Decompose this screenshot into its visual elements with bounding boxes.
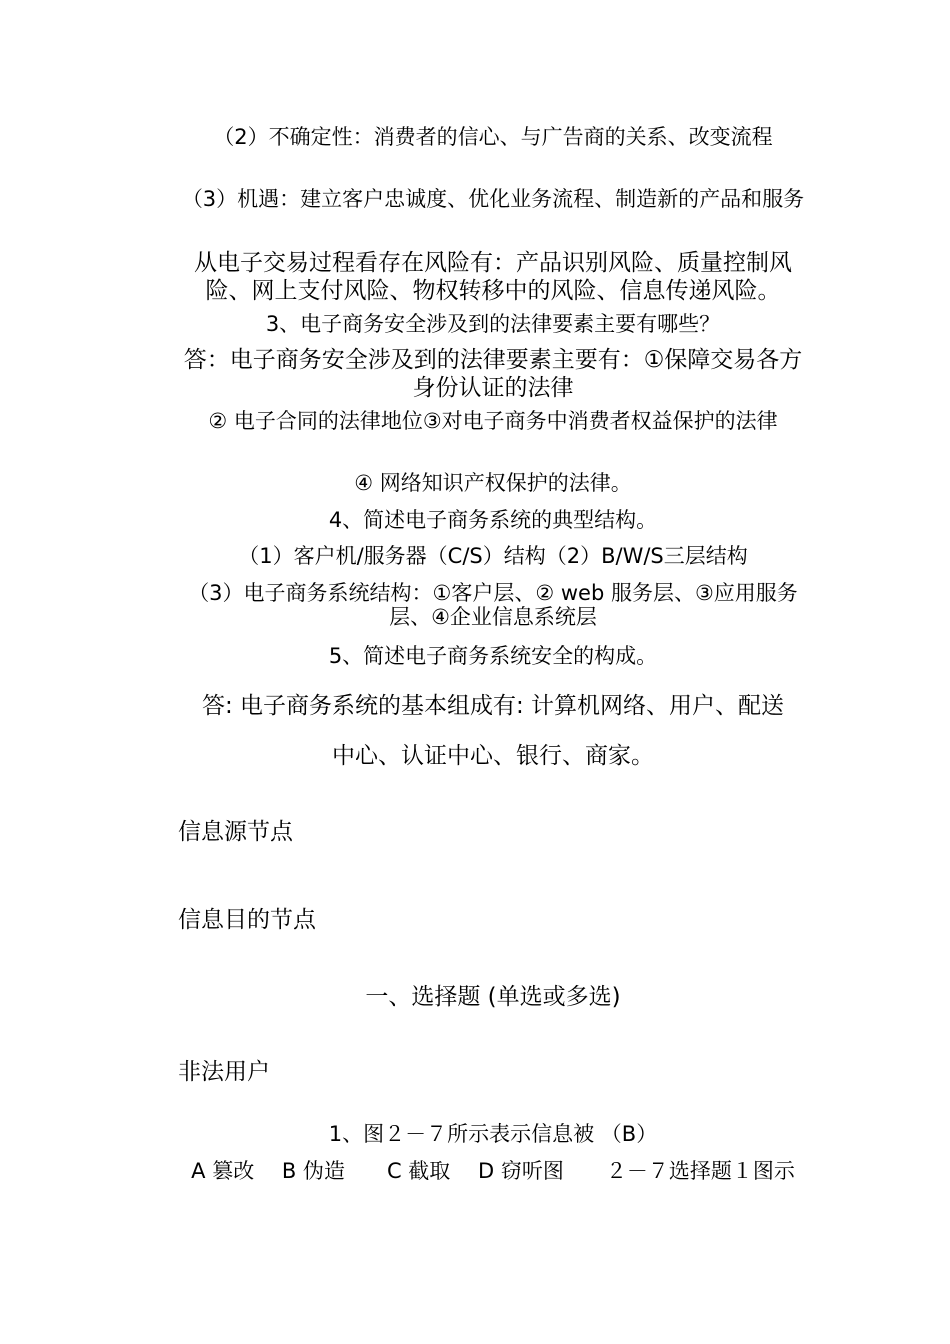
section-title: 一、选择题 (单选或多选) [365, 984, 621, 1010]
question-5: 5、简述电子商务系统安全的构成。 [328, 644, 658, 668]
answer-3-line3: ④ 网络知识产权保护的法律。 [354, 471, 632, 495]
answer-5-line1: 答: 电子商务系统的基本组成有: 计算机网络、用户、配送 [201, 693, 785, 719]
paragraph-opportunity: （3）机遇：建立客户忠诚度、优化业务流程、制造新的产品和服务 [181, 187, 805, 211]
mc-question-1-options: A 篡改 B 伪造 C 截取 D 窃听图 ２－７选择题１图示 [191, 1159, 795, 1183]
label-illegal-user: 非法用户 [178, 1059, 270, 1085]
label-info-source-node: 信息源节点 [178, 819, 293, 845]
answer-3-line1: 答：电子商务安全涉及到的法律要素主要有：①保障交易各方身份认证的法律 [183, 347, 803, 401]
answer-3-line2: ② 电子合同的法律地位③对电子商务中消费者权益保护的法律 [208, 409, 778, 433]
question-4: 4、简述电子商务系统的典型结构。 [328, 508, 658, 532]
answer-5-line2: 中心、认证中心、银行、商家。 [332, 743, 654, 769]
label-info-destination-node: 信息目的节点 [178, 907, 316, 933]
question-3: 3、电子商务安全涉及到的法律要素主要有哪些？ [265, 312, 721, 336]
answer-4-line1: （1）客户机/服务器（C/S）结构（2）B/W/S三层结构 [238, 544, 748, 568]
paragraph-uncertainty: （2）不确定性：消费者的信心、与广告商的关系、改变流程 [213, 125, 773, 149]
paragraph-transaction-risks: 从电子交易过程看存在风险有：产品识别风险、质量控制风险、网上支付风险、物权转移中的风险、信息传递风险。 [194, 250, 792, 304]
answer-4-line2: （3）电子商务系统结构：①客户层、② web 服务层、③应用服务层、④企业信息系统层 [188, 581, 798, 629]
mc-question-1: 1、图２－７所示表示信息被 （B） [328, 1122, 658, 1146]
